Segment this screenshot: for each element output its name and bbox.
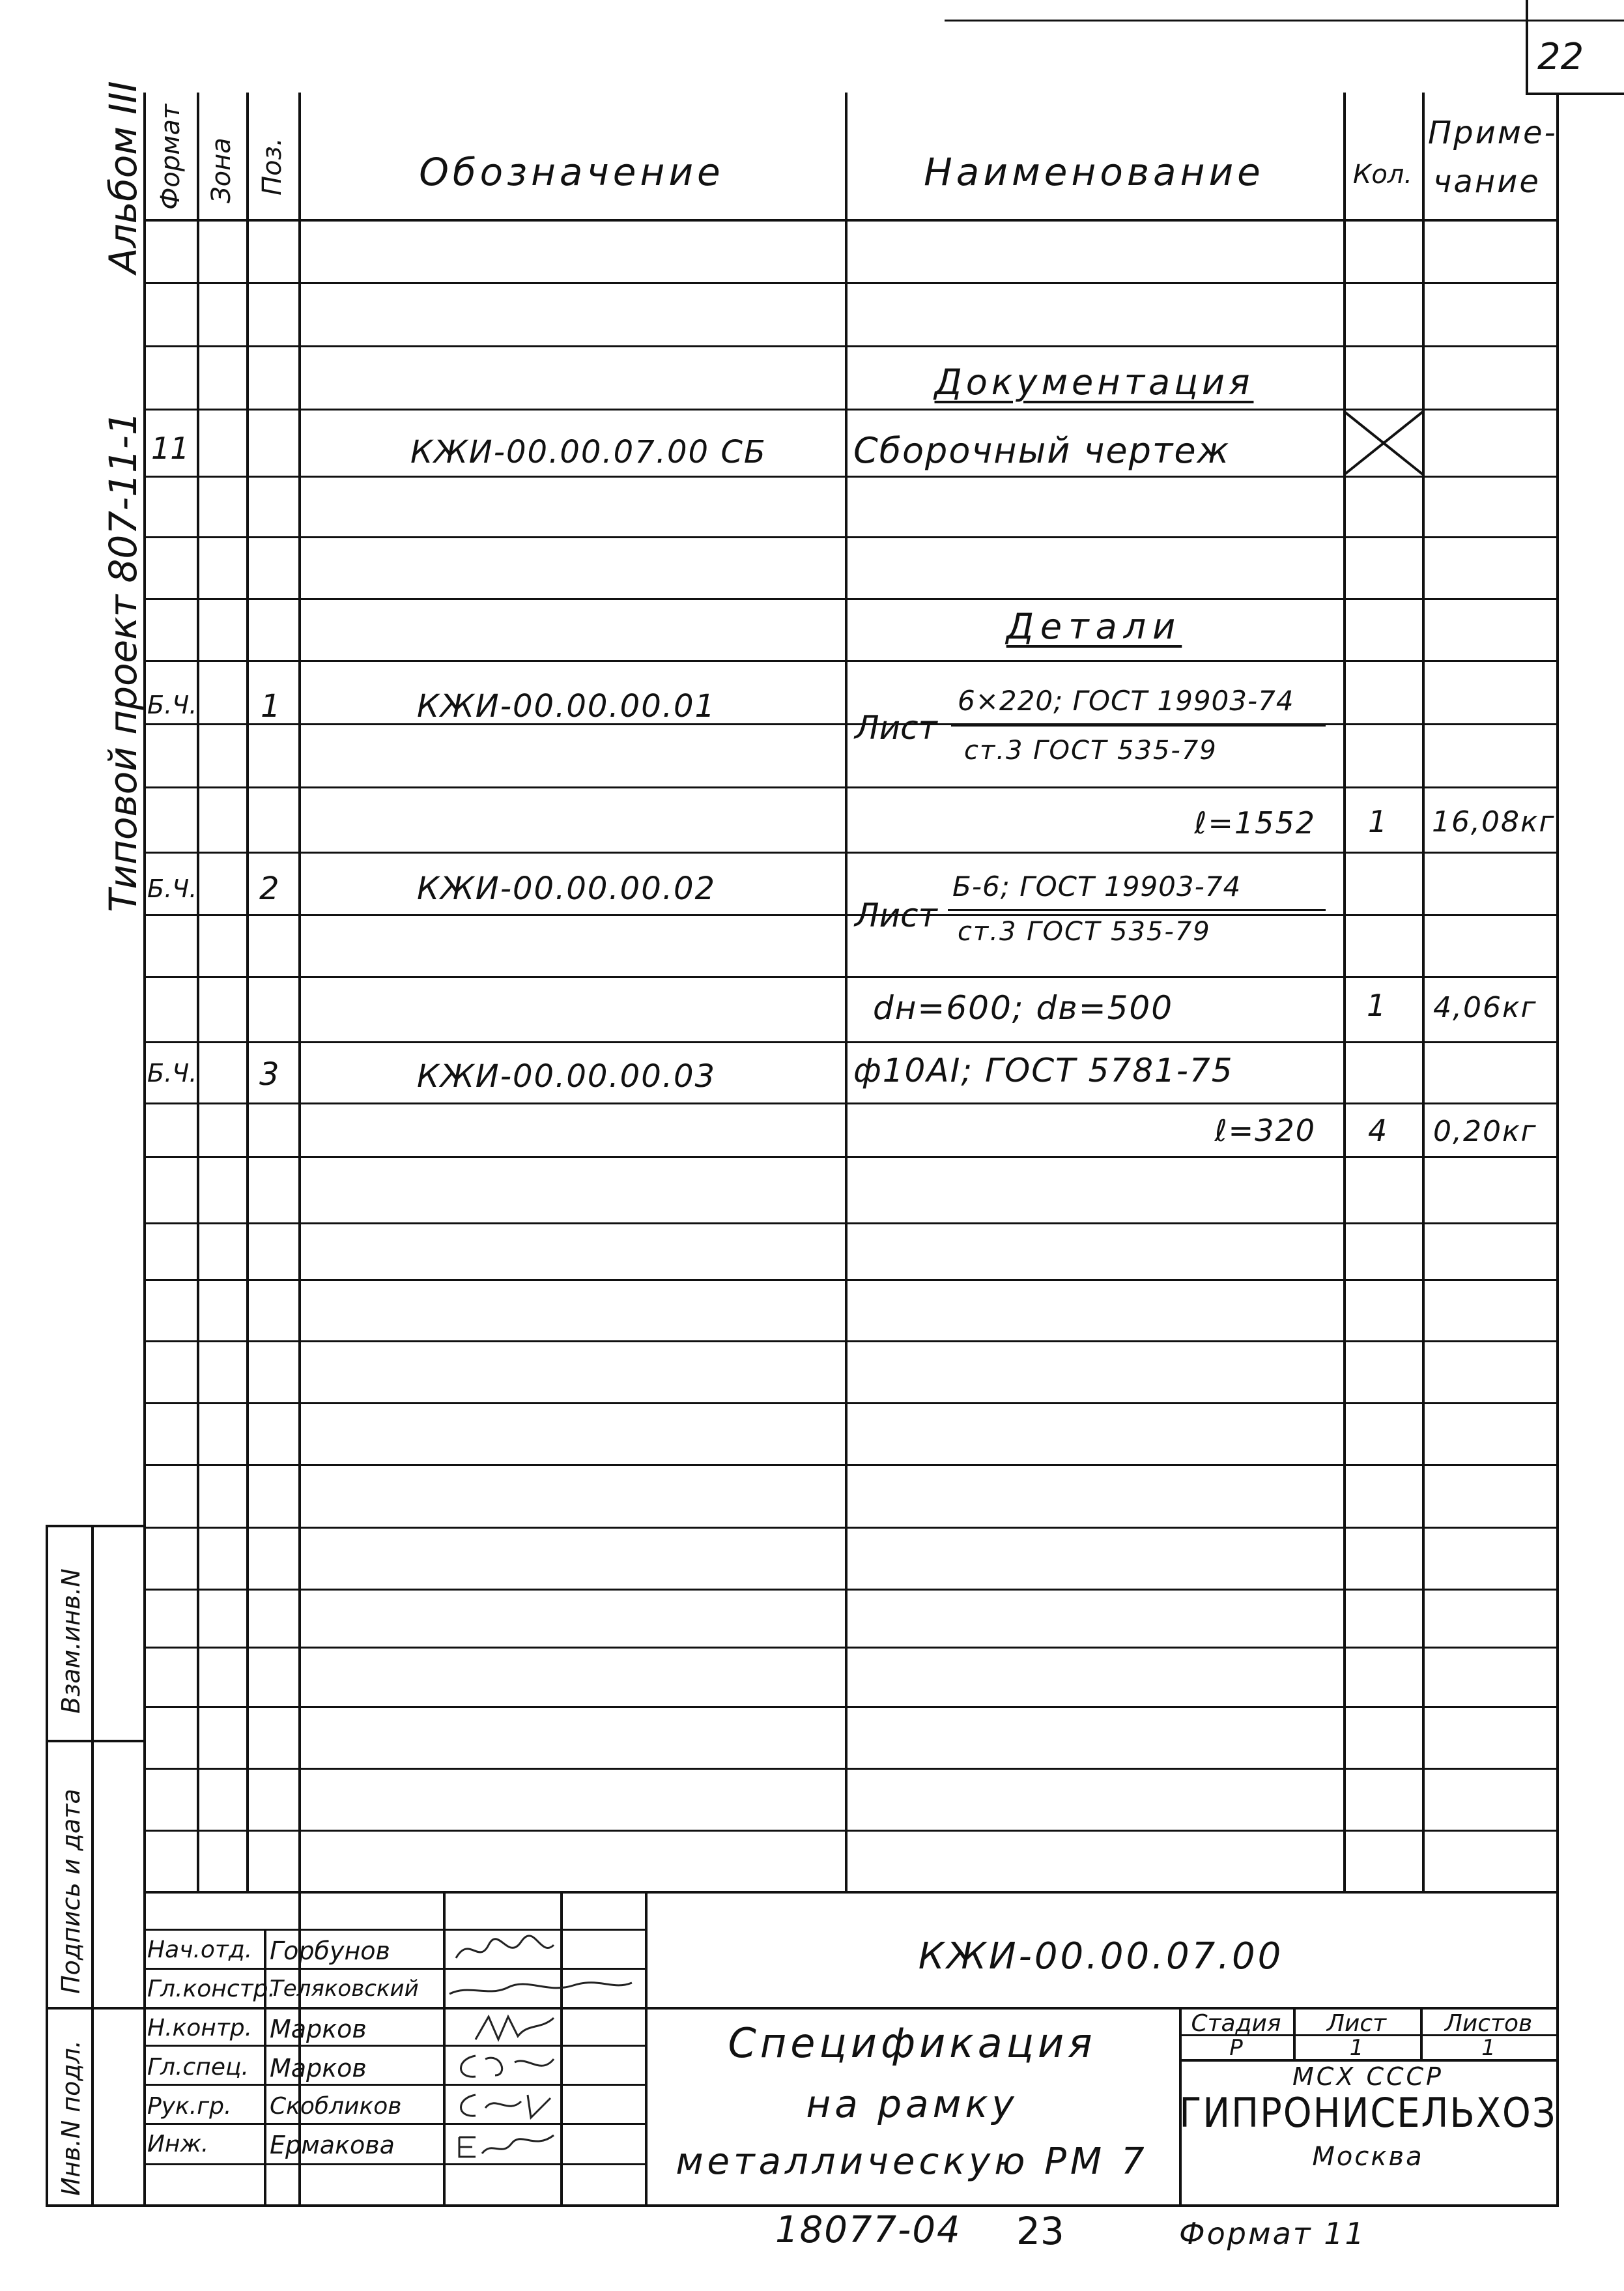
r3-designation: КЖИ-00.00.00.02	[417, 871, 717, 907]
stamp-row-7	[143, 2163, 645, 2165]
r2-pos: 1	[261, 688, 281, 725]
role-ruk-gr: Рук.гр.	[147, 2093, 232, 2120]
row-line-18	[143, 1340, 1559, 1342]
header-designation: Обозначение	[419, 150, 724, 194]
row-line-7	[143, 660, 1559, 662]
r1-format: 11	[151, 431, 190, 466]
header-bottom	[143, 219, 1559, 222]
header-note-2: чание	[1433, 164, 1541, 200]
signature-2	[443, 1971, 638, 2007]
sheets-label: Листов	[1444, 2010, 1533, 2037]
footer-format: Формат 11	[1179, 2216, 1366, 2251]
r4-pos: 3	[259, 1056, 279, 1093]
r3-name: Лист	[855, 897, 937, 934]
role-inzh: Инж.	[147, 2131, 209, 2157]
r2-name: Лист	[855, 709, 937, 747]
r2-qty: 1	[1368, 804, 1388, 839]
row-line-24	[143, 1706, 1559, 1708]
margin-strip-div2	[46, 2007, 143, 2010]
row-line-17	[143, 1279, 1559, 1281]
role-gl-spec: Гл.спец.	[147, 2054, 249, 2081]
footer-number: 18077-04	[775, 2209, 962, 2251]
row-line-25	[143, 1768, 1559, 1770]
header-format: Формат	[156, 104, 186, 210]
row-line-6	[143, 598, 1559, 600]
album-label: Альбом III	[101, 81, 145, 274]
signature-6	[449, 2127, 560, 2163]
doc-title-3: металлическую РМ 7	[676, 2140, 1148, 2183]
inv-label: Инв.N подл.	[57, 2040, 85, 2196]
r1-qty-cross	[1343, 411, 1424, 476]
col-qty-right	[1422, 93, 1425, 1892]
r4-note: 0,20кг	[1433, 1115, 1537, 1148]
podpis-label: Подпись и дата	[57, 1789, 85, 1994]
role-gl-konstr: Гл.констр.	[147, 1976, 276, 2002]
row-line-11	[143, 914, 1559, 916]
page-no-box-left	[1526, 0, 1528, 94]
vzam-label: Взам.инв.N	[57, 1568, 85, 1714]
row-line-1	[143, 282, 1559, 284]
name-4: Марков	[270, 2054, 367, 2082]
col-format-right	[197, 93, 199, 1892]
footer-page: 23	[1016, 2209, 1064, 2253]
r3-note: 4,06кг	[1433, 991, 1537, 1024]
stamp-row-6	[143, 2123, 645, 2125]
stamp-row-3	[143, 2007, 1559, 2010]
page-number: 22	[1537, 36, 1584, 78]
name-3: Марков	[270, 2015, 367, 2043]
stamp-row-1	[143, 1929, 645, 1931]
name-1: Горбунов	[270, 1937, 390, 1965]
header-name: Наименование	[924, 150, 1264, 194]
margin-strip-div1	[46, 1740, 143, 1742]
stage-value: Р	[1229, 2035, 1243, 2061]
r1-designation: КЖИ-00.00.07.00 СБ	[410, 434, 767, 470]
role-nach-otd: Нач.отд.	[147, 1937, 253, 1963]
row-line-12	[143, 976, 1559, 978]
r2-note: 16,08кг	[1432, 805, 1556, 839]
r2-denominator: ст.3 ГОСТ 535-79	[964, 736, 1218, 766]
margin-strip-inner	[91, 1525, 94, 2206]
row-line-15	[143, 1156, 1559, 1158]
signature-3	[469, 2010, 560, 2046]
org-city: Москва	[1312, 2142, 1424, 2172]
r2-designation: КЖИ-00.00.00.01	[417, 688, 717, 725]
top-edge-line	[945, 20, 1624, 22]
r4-name: ф10АI; ГОСТ 5781-75	[853, 1052, 1234, 1089]
r4-designation: КЖИ-00.00.00.03	[417, 1058, 717, 1095]
row-line-14	[143, 1102, 1559, 1104]
section-parts: Детали	[1006, 606, 1182, 647]
name-6: Ермакова	[270, 2131, 395, 2159]
project-label: Типовой проект 807-11-1	[101, 411, 145, 912]
row-line-22	[143, 1589, 1559, 1591]
row-line-19	[143, 1402, 1559, 1404]
signature-1	[449, 1932, 560, 1971]
signature-4	[449, 2049, 560, 2085]
row-line-26	[143, 1830, 1559, 1832]
stamp-row-5	[143, 2084, 645, 2086]
name-2: Теляковский	[270, 1976, 419, 2002]
row-line-9	[143, 786, 1559, 788]
r3-qty: 1	[1367, 988, 1386, 1023]
row-line-5	[143, 536, 1559, 538]
r2-fraction-line	[951, 725, 1326, 727]
row-line-8	[143, 723, 1559, 725]
stamp-col-sign	[560, 1891, 563, 2204]
row-line-2	[143, 345, 1559, 347]
stamp-row-2	[143, 1968, 645, 1970]
sheet-label: Лист	[1326, 2010, 1387, 2037]
header-note-1: Приме-	[1428, 115, 1558, 151]
r3-denominator: ст.3 ГОСТ 535-79	[958, 917, 1211, 947]
margin-strip-top	[46, 1525, 143, 1527]
r3-fraction-line	[948, 909, 1326, 911]
stamp-row-4	[143, 2045, 645, 2047]
header-pos: Поз.	[257, 137, 287, 195]
row-line-20	[143, 1464, 1559, 1466]
row-line-4	[143, 476, 1559, 478]
r2-length: ℓ=1552	[1194, 805, 1316, 841]
margin-strip-outer	[46, 1525, 48, 2206]
r3-pos: 2	[259, 871, 279, 907]
row-line-21	[143, 1527, 1559, 1529]
r3-numerator: Б-6; ГОСТ 19903-74	[952, 871, 1242, 902]
r3-diameters: dн=600; dв=500	[873, 989, 1174, 1027]
r1-name: Сборочный чертеж	[853, 430, 1231, 471]
r4-qty: 4	[1368, 1113, 1388, 1148]
role-n-kontr: Н.контр.	[147, 2015, 253, 2041]
r2-numerator: 6×220; ГОСТ 19903-74	[958, 685, 1294, 717]
stamp-col-names	[443, 1891, 446, 2204]
section-docs: Документация	[934, 362, 1254, 403]
row-line-13	[143, 1041, 1559, 1043]
frame-bottom	[143, 2204, 1559, 2207]
header-zone: Зона	[207, 137, 236, 203]
doc-title-1: Спецификация	[728, 2019, 1096, 2067]
row-line-16	[143, 1222, 1559, 1224]
r2-format: Б.Ч.	[147, 691, 197, 719]
header-qty: Кол.	[1352, 160, 1413, 190]
name-5: Скобликов	[270, 2093, 402, 2120]
r4-length: ℓ=320	[1214, 1113, 1316, 1148]
row-line-23	[143, 1647, 1559, 1649]
col-zone-right	[246, 93, 249, 1892]
col-name-right	[1343, 93, 1346, 1892]
row-line-10	[143, 852, 1559, 854]
stage-label: Стадия	[1191, 2010, 1281, 2037]
stamp-top-line	[143, 1891, 1559, 1894]
signature-5	[449, 2088, 560, 2124]
r3-format: Б.Ч.	[147, 874, 197, 903]
org-name: ГИПРОНИСЕЛЬХОЗ	[1179, 2089, 1557, 2137]
doc-title-2: на рамку	[806, 2082, 1018, 2126]
col-designation-right	[845, 93, 848, 1892]
stamp-code: КЖИ-00.00.07.00	[918, 1935, 1284, 1978]
margin-strip-bottom	[46, 2204, 143, 2207]
sheets-value: 1	[1481, 2035, 1496, 2061]
page-no-box-bottom	[1526, 93, 1624, 95]
org-ministry: МСХ СССР	[1292, 2062, 1444, 2091]
sheet-value: 1	[1349, 2035, 1364, 2061]
r4-format: Б.Ч.	[147, 1059, 197, 1088]
